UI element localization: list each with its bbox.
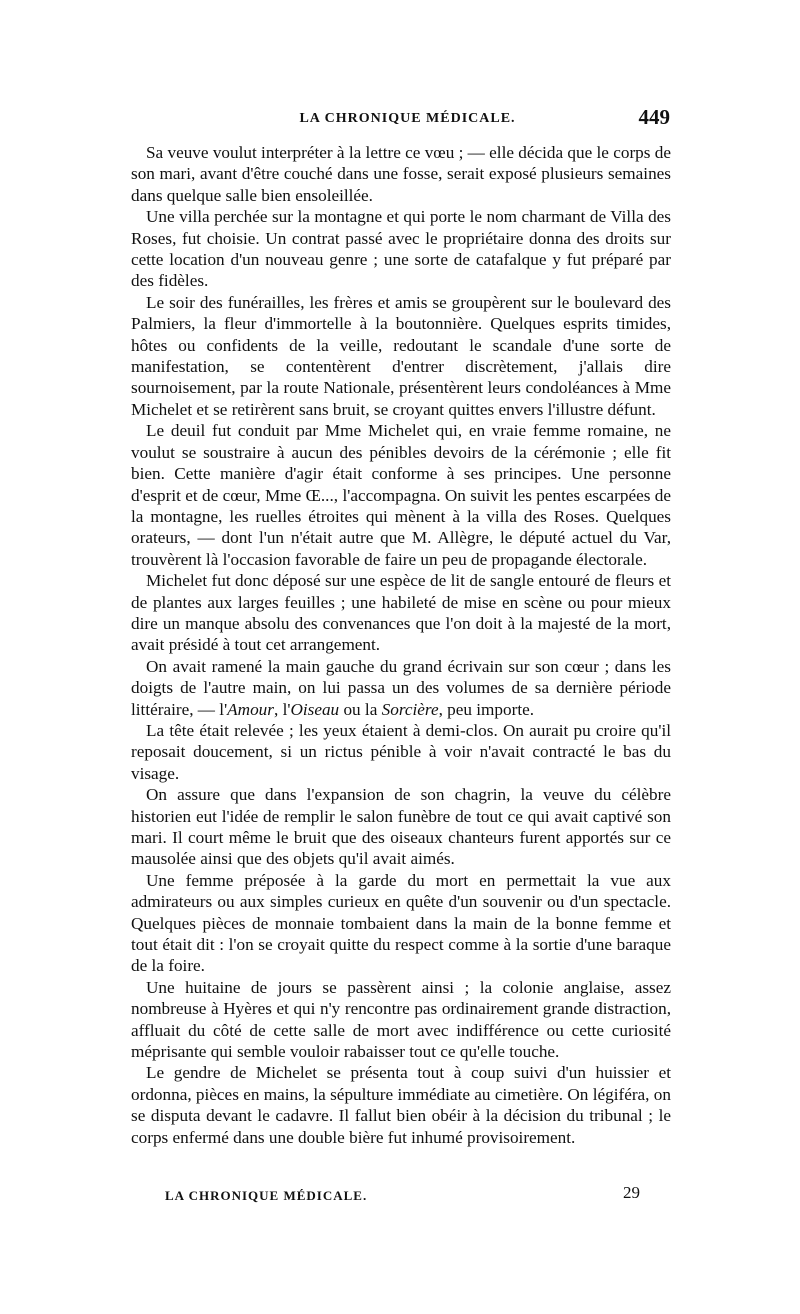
paragraph: Le gendre de Michelet se présenta tout à coup suivi d'un huissier et ordonna, pièces en mains, la sépulture immédiate au cimetière. On légiféra, on se disputa devant le cadavre. Il fallut bien obéir à la décision du tribunal ; le corps enfermé dans une double bière fut inhumé provisoirement. xyxy=(131,1063,671,1147)
page-header xyxy=(145,105,670,135)
signature-mark: LA CHRONIQUE MÉDICALE. xyxy=(165,1188,368,1203)
book-title-oiseau: Oiseau xyxy=(290,699,340,719)
book-title-sorciere: Sorcière xyxy=(381,699,439,719)
book-title-amour: Amour xyxy=(227,699,274,719)
paragraph-text: , peu importe. xyxy=(438,699,535,719)
paragraph: Une femme préposée à la garde du mort en permettait la vue aux admirateurs ou aux simples curieux en quête d'un souvenir ou d'un spectacle. Quelques pièces de monnaie tombaient dans la main de la bonne femme et tout était dit : l'on se croyait quitte du respect comme à la sortie d'une baraque de la foire. xyxy=(131,870,671,976)
sheet-number: 29 xyxy=(623,1183,640,1202)
paragraph: On assure que dans l'expansion de son chagrin, la veuve du célèbre historien eut l'idée de remplir le salon funèbre de tout ce qui avait captivé son mari. Il court même le bruit que des oiseaux chanteurs furent apportés sur ce mausolée ainsi que des objets qu'il avait aimés. xyxy=(131,785,671,869)
paragraph: Le deuil fut conduit par Mme Michelet qui, en vraie femme romaine, ne voulut se soustraire à aucun des pénibles devoirs de la cérémonie ; elle fit bien. Cette manière d'agir était conforme à ses principes. Une personne d'esprit et de cœur, Mme Œ..., l'accompagna. On suivit les pentes escarpées de la montagne, les ruelles étroites qui mènent à la villa des Roses. Quelques orateurs, — dont l'un n'était autre que M. Allègre, le député actuel du Var, trouvèrent là l'occasion favorable de faire un peu de propagande électorale. xyxy=(131,421,671,569)
paragraph-text: On avait ramené la main gauche du grand écrivain sur son cœur ; dans les doigts de l'autre main, on lui passa un des volumes de sa dernière période littéraire, — l' xyxy=(131,656,671,719)
paragraph-text: ou la xyxy=(339,699,382,719)
paragraph-text: , l' xyxy=(273,699,291,719)
paragraph: Le soir des funérailles, les frères et amis se groupèrent sur le boulevard des Palmiers, la fleur d'immortelle à la boutonnière. Quelques esprits timides, hôtes ou confidents de la veille, redoutant le scandale d'une sorte de manifestation, se contentèrent d'entrer discrètement, j'allais dire sournoisement, par la route Nationale, présentèrent leurs condoléances à Mme Michelet et se retirèrent sans bruit, se croyant quittes envers l'illustre défunt. xyxy=(131,292,671,419)
paragraph: La tête était relevée ; les yeux étaient à demi-clos. On aurait pu croire qu'il reposait doucement, si un rictus pénible à voir n'avait contracté le bas du visage. xyxy=(131,720,671,783)
page-number: 449 xyxy=(638,105,670,129)
article-body xyxy=(131,142,671,1148)
paragraph: Une villa perchée sur la montagne et qui porte le nom charmant de Villa des Roses, fut choisie. Un contrat passé avec le propriétaire donna des droits sur cette location d'un nouveau genre ; une sorte de catafalque y fut préparé par des fidèles. xyxy=(131,207,671,291)
paragraph-with-titles xyxy=(131,656,671,720)
paragraph: Sa veuve voulut interpréter à la lettre ce vœu ; — elle décida que le corps de son mari, avant d'être couché dans une fosse, serait exposé plusieurs semaines dans quelque salle bien ensoleillée. xyxy=(131,143,671,205)
paragraph: Michelet fut donc déposé sur une espèce de lit de sangle entouré de fleurs et de plantes aux larges feuilles ; une habileté de mise en scène ou pour mieux dire un manque absolu des convenances que l'on doit à la majesté de la mort, avait présidé à tout cet arrangement. xyxy=(131,571,671,655)
paragraph: Une huitaine de jours se passèrent ainsi ; la colonie anglaise, assez nombreuse à Hyères et qui n'y rencontre pas ordinairement grande distraction, affluait du côté de cette salle de mort avec indifférence ou cette curiosité méprisante qui semble vouloir rabaisser tout ce qu'elle touche. xyxy=(131,977,671,1062)
running-title: LA CHRONIQUE MÉDICALE. xyxy=(299,111,516,126)
page-footer xyxy=(165,1183,640,1213)
